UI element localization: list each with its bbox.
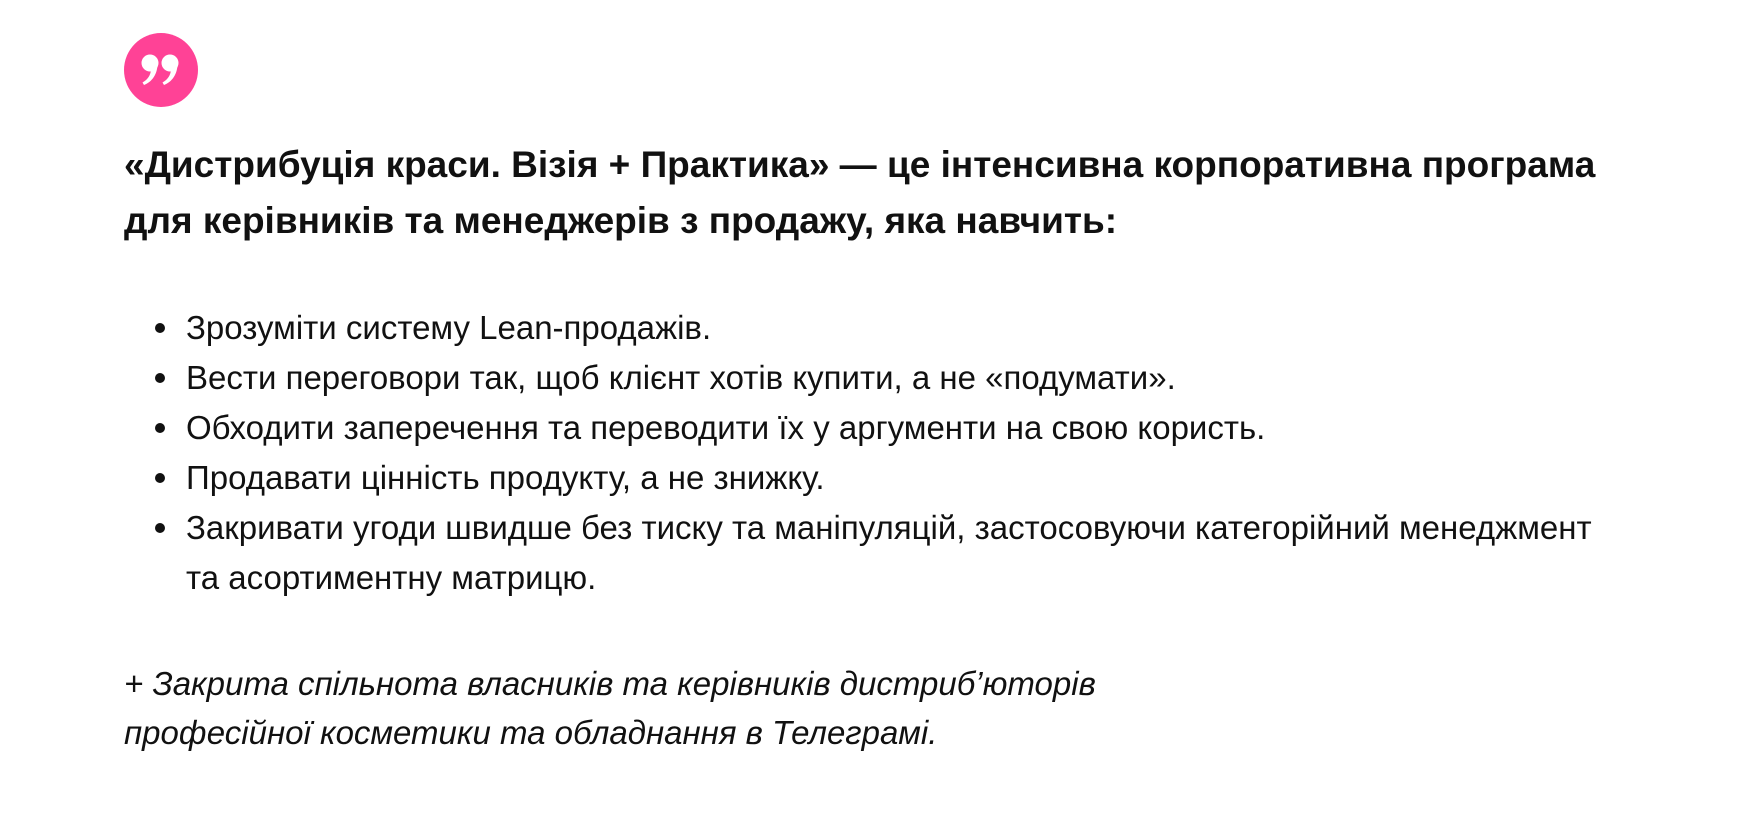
list-item — [124, 403, 1604, 453]
list-item-text: Продавати цінність продукту, а не знижку. — [186, 459, 825, 496]
footnote-line-1: + Закрита спільнота власників та керівників дистриб’юторів — [124, 665, 1096, 702]
bullet-icon — [155, 523, 165, 533]
bullet-icon — [155, 423, 165, 433]
quote-card — [124, 33, 1604, 757]
list-item — [124, 303, 1604, 353]
list-item — [124, 353, 1604, 403]
bullet-icon — [155, 323, 165, 333]
community-footnote — [124, 659, 1604, 757]
footnote-line-2: професійної косметики та обладнання в Телеграмі. — [124, 714, 938, 751]
list-item — [124, 503, 1604, 603]
bullet-icon — [155, 373, 165, 383]
list-item-text: Обходити заперечення та переводити їх у аргументи на свою користь. — [186, 409, 1266, 446]
list-item-text: Закривати угоди швидше без тиску та маніпуляцій, застосовуючи категорійний менеджмент та асортиментну матрицю. — [186, 509, 1592, 596]
headline: «Дистрибуція краси. Візія + Практика» — це інтенсивна корпоративна програма для керівників та менеджерів з продажу, яка навчить: — [124, 144, 1596, 241]
double-quote-mark-icon — [140, 53, 182, 87]
quote-badge — [124, 33, 198, 107]
list-item-text: Зрозуміти систему Lean-продажів. — [186, 309, 712, 346]
list-item — [124, 453, 1604, 503]
learning-points-list — [124, 303, 1604, 603]
list-item-text: Вести переговори так, щоб клієнт хотів купити, а не «подумати». — [186, 359, 1176, 396]
bullet-icon — [155, 473, 165, 483]
